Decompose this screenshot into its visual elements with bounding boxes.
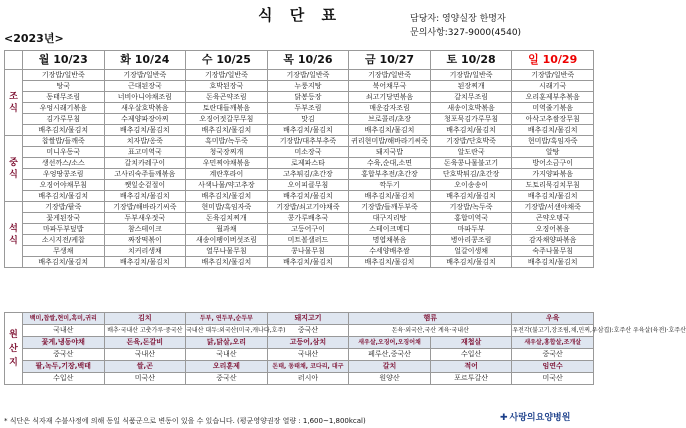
menu-cell: 단호박튀김/초간장 xyxy=(430,169,512,180)
menu-cell: 돼지국밥 xyxy=(349,147,431,158)
menu-cell: 생선까스/소스 xyxy=(23,158,105,169)
menu-cell: 쇠고기당면볶음 xyxy=(349,92,431,103)
menu-cell: 방어소금구이 xyxy=(512,158,594,169)
menu-cell: 맛김 xyxy=(267,114,349,125)
menu-cell: 된장찌개 xyxy=(430,81,512,92)
origin-item-label: 백미,찹쌀,현미,흑미,귀리 xyxy=(23,313,105,325)
menu-cell: 두부조림 xyxy=(267,103,349,114)
origin-item-value: 러시아 xyxy=(267,373,349,385)
menu-cell: 돈육김치찌개 xyxy=(186,213,268,224)
origin-item-label: 햄류 xyxy=(349,313,512,325)
menu-row xyxy=(5,147,594,158)
menu-cell: 배추김치/물김치 xyxy=(104,125,186,136)
menu-cell: 짜장떡볶이 xyxy=(104,235,186,246)
menu-cell: 돈육곤약조림 xyxy=(186,92,268,103)
menu-cell: 기장밥/일반죽 xyxy=(186,70,268,81)
origin-item-label: 돈태, 동태채, 코다리, 대구 xyxy=(267,361,349,373)
menu-cell: 곤약오뎅국 xyxy=(512,213,594,224)
menu-cell: 배추김치/물김치 xyxy=(430,191,512,202)
menu-row xyxy=(5,81,594,92)
origin-item-label: 임연수 xyxy=(512,361,594,373)
origin-item-value: 포르투갈산 xyxy=(430,373,512,385)
day-sun: 일 10/29 xyxy=(512,51,594,70)
menu-cell: 탕국 xyxy=(23,81,105,92)
menu-row xyxy=(5,257,594,268)
origin-item-label: 돼지고기 xyxy=(267,313,349,325)
origin-item-value: 수입산 xyxy=(23,373,105,385)
origin-item-value: 국내산 xyxy=(104,349,186,361)
menu-row xyxy=(5,92,594,103)
menu-cell: 기장밥/일반죽 xyxy=(430,70,512,81)
menu-cell: 오이송송이 xyxy=(430,180,512,191)
menu-cell: 닭봉등장 xyxy=(267,92,349,103)
origin-item-label: 우육 xyxy=(512,313,594,325)
menu-cell: 배추김치/물김치 xyxy=(186,257,268,268)
origin-item-value: 미국산 xyxy=(512,373,594,385)
menu-cell: 배추김치/물김치 xyxy=(349,191,431,202)
menu-cell: 오징어야채무침 xyxy=(23,180,105,191)
logo-mark-icon: ✚ xyxy=(500,413,508,423)
menu-cell: 기장밥/일반죽 xyxy=(23,70,105,81)
menu-cell: 아삭고추쌈장무침 xyxy=(512,114,594,125)
menu-cell: 배추김치/물김치 xyxy=(512,191,594,202)
menu-row xyxy=(5,224,594,235)
menu-cell: 로제파스타 xyxy=(267,158,349,169)
year-label: <2023년> xyxy=(4,32,64,45)
menu-cell: 수제양파장아찌 xyxy=(104,114,186,125)
menu-cell: 소시지전/케찹 xyxy=(23,235,105,246)
origin-item-value: 수입산 xyxy=(430,349,512,361)
menu-cell: 브로콜리/초장 xyxy=(349,114,431,125)
menu-cell: 돈육콩나물불고기 xyxy=(430,158,512,169)
menu-cell: 배추김치/물김치 xyxy=(512,125,594,136)
menu-cell: 북어채무국 xyxy=(349,81,431,92)
menu-row xyxy=(5,213,594,224)
menu-cell: 치커리생채 xyxy=(104,246,186,257)
origin-item-label: 돈육,돈갈비 xyxy=(104,337,186,349)
origin-value-row xyxy=(5,373,594,385)
hospital-logo xyxy=(500,410,572,423)
menu-cell: 오리훈제부추볶음 xyxy=(512,92,594,103)
menu-cell: 대구지리탕 xyxy=(349,213,431,224)
menu-cell: 기장밥/일반죽 xyxy=(349,70,431,81)
menu-body xyxy=(5,70,594,268)
menu-cell: 도토리묵김치무침 xyxy=(512,180,594,191)
menu-cell: 배추김치/물김치 xyxy=(23,125,105,136)
origin-item-value: 국내산 xyxy=(186,349,268,361)
origin-label-row xyxy=(5,337,594,349)
menu-row xyxy=(5,125,594,136)
menu-cell: 두부새우젓국 xyxy=(104,213,186,224)
menu-cell: 갈치무조림 xyxy=(430,92,512,103)
menu-cell: 고등어구이 xyxy=(267,224,349,235)
menu-cell: 알탕 xyxy=(512,147,594,158)
menu-cell: 배추김치/물김치 xyxy=(186,191,268,202)
menu-cell: 기장밥/단호박죽 xyxy=(430,136,512,147)
menu-cell: 표고미역국 xyxy=(104,147,186,158)
origin-item-label: 재첩살 xyxy=(430,337,512,349)
menu-cell: 기장밥/일반죽 xyxy=(104,70,186,81)
origin-item-value: 페루산,중국산 xyxy=(349,349,431,361)
menu-cell: 우민찌야채볶음 xyxy=(186,158,268,169)
origin-item-label: 쌀,곤 xyxy=(104,361,186,373)
menu-cell: 월과채 xyxy=(186,224,268,235)
origin-label-row xyxy=(5,361,594,373)
menu-cell: 기장밥/대추부추죽 xyxy=(267,136,349,147)
origin-item-label: 꽃게,냉동야채 xyxy=(23,337,105,349)
origin-item-value: 중국산 xyxy=(23,349,105,361)
menu-cell: 홍합부추전/초간장 xyxy=(349,169,431,180)
menu-cell: 찹쌀밥/들깨죽 xyxy=(23,136,105,147)
origin-item-label: 닭,닭살,오리 xyxy=(186,337,268,349)
meal-label-dinner: 석 식 xyxy=(5,202,23,268)
menu-cell: 사색나물/약고추장 xyxy=(186,180,268,191)
menu-cell: 배추김치/물김치 xyxy=(267,125,349,136)
origin-item-label: 새우살,오징어,오징어채 xyxy=(349,337,431,349)
menu-row xyxy=(5,191,594,202)
menu-cell: 귀리현미밥/해바라기씨죽 xyxy=(349,136,431,147)
menu-cell: 홍합미역국 xyxy=(430,213,512,224)
menu-cell: 현미밥/흑임자죽 xyxy=(186,202,268,213)
menu-cell: 토란대들깨볶음 xyxy=(186,103,268,114)
menu-cell: 새우살호박볶음 xyxy=(104,103,186,114)
origin-item-label: 오리훈제 xyxy=(186,361,268,373)
menu-cell: 배추김치/물김치 xyxy=(23,191,105,202)
origin-item-value: 배추·국내산 고춧가루·중국산 xyxy=(104,325,186,337)
menu-cell: 마파두부덮밥 xyxy=(23,224,105,235)
day-tue: 화 10/24 xyxy=(104,51,186,70)
day-mon: 월 10/23 xyxy=(23,51,105,70)
menu-cell: 근대된장국 xyxy=(104,81,186,92)
day-fri: 금 10/27 xyxy=(349,51,431,70)
origin-item-value: 미국산 xyxy=(104,373,186,385)
menu-cell: 스테이크메디 xyxy=(349,224,431,235)
origin-item-label: 팥,녹두,기장,백태 xyxy=(23,361,105,373)
menu-cell: 오징어볶음 xyxy=(512,224,594,235)
menu-cell: 우엉시래기볶음 xyxy=(23,103,105,114)
menu-row xyxy=(5,136,594,147)
menu-cell: 기장밥/일반죽 xyxy=(267,70,349,81)
origin-item-value: 우전각(불고기,장조림,채,민찌,우삼겹):호주산 우육살(육전)·호주산 xyxy=(512,325,594,337)
menu-row xyxy=(5,169,594,180)
menu-cell: 동태무조림 xyxy=(23,92,105,103)
origin-item-value: 중국산 xyxy=(512,349,594,361)
menu-cell: 오이피클무침 xyxy=(267,180,349,191)
menu-cell: 미트볼샐러드 xyxy=(267,235,349,246)
menu-cell: 기장밥/녹두죽 xyxy=(430,202,512,213)
menu-cell: 고추튀김/초간장 xyxy=(267,169,349,180)
menu-cell: 기장밥/쇠고기야채죽 xyxy=(267,202,349,213)
menu-cell: 열무나물무침 xyxy=(186,246,268,257)
menu-cell: 갈치카레구이 xyxy=(104,158,186,169)
menu-cell: 콩가루배추국 xyxy=(267,213,349,224)
menu-row xyxy=(5,180,594,191)
menu-cell: 콩나물무침 xyxy=(267,246,349,257)
corner-cell xyxy=(5,51,23,70)
origin-table xyxy=(4,312,686,385)
origin-item-label: 갈치 xyxy=(349,361,431,373)
menu-cell: 새송이호박볶음 xyxy=(430,103,512,114)
origin-item-label: 고등어,삼치 xyxy=(267,337,349,349)
menu-row xyxy=(5,246,594,257)
menu-cell: 배추김치/물김치 xyxy=(104,257,186,268)
origin-item-label: 김치 xyxy=(104,313,186,325)
menu-cell: 배추김치/물김치 xyxy=(430,125,512,136)
menu-cell: 현미밥/흑임자죽 xyxy=(512,136,594,147)
meal-label-lunch: 중 식 xyxy=(5,136,23,202)
menu-cell: 김가루무침 xyxy=(23,114,105,125)
menu-cell: 기장밥/들깨두부죽 xyxy=(349,202,431,213)
day-header-row xyxy=(5,51,594,70)
menu-cell: 미니우동국 xyxy=(23,147,105,158)
origin-label-row xyxy=(5,313,594,325)
menu-cell: 기장밥/일반죽 xyxy=(512,70,594,81)
menu-cell: 기장밥/서샌야채죽 xyxy=(512,202,594,213)
menu-cell: 배추김치/물김치 xyxy=(267,191,349,202)
menu-cell: 얼갈이생채 xyxy=(430,246,512,257)
contact-info xyxy=(410,12,521,40)
menu-row xyxy=(5,103,594,114)
menu-cell: 청포묵김가루무침 xyxy=(430,114,512,125)
menu-row xyxy=(5,235,594,246)
origin-body xyxy=(5,313,686,385)
logo-text: 사랑의요양병원 xyxy=(509,413,571,423)
menu-row xyxy=(5,202,594,213)
menu-cell: 오징어젓갈무무침 xyxy=(186,114,268,125)
menu-cell: 호박된장국 xyxy=(186,81,268,92)
origin-item-value: 돈육·외국산,국산 계육·국내산 xyxy=(349,325,512,337)
footnote: * 식단은 식자재 수불사정에 의해 동일 식품군으로 변동이 있을 수 있습니다. (평균영양권장 열량 : 1,600~1,800kcal) xyxy=(4,417,366,425)
menu-cell: 배추김치/물김치 xyxy=(512,257,594,268)
menu-cell: 숙주나물무침 xyxy=(512,246,594,257)
menu-cell: 알도란국 xyxy=(430,147,512,158)
origin-row-label: 원 산 지 xyxy=(5,313,23,385)
menu-cell: 배추김치/물김치 xyxy=(267,257,349,268)
menu-row xyxy=(5,114,594,125)
menu-cell: 명엽채볶음 xyxy=(349,235,431,246)
menu-cell: 기장밥/해바라기씨죽 xyxy=(104,202,186,213)
menu-cell: 수세양배추쌈 xyxy=(349,246,431,257)
day-wed: 수 10/25 xyxy=(186,51,268,70)
menu-cell: 감자채양파볶음 xyxy=(512,235,594,246)
menu-cell: 계란후라이 xyxy=(186,169,268,180)
origin-item-value: 원양산 xyxy=(349,373,431,385)
menu-cell: 쨋잎순겉절이 xyxy=(104,180,186,191)
origin-item-value: 중국산 xyxy=(186,373,268,385)
menu-cell: 누룽지탕 xyxy=(267,81,349,92)
menu-cell: 청국장찌개 xyxy=(186,147,268,158)
menu-row xyxy=(5,158,594,169)
menu-cell: 병아리콩조림 xyxy=(430,235,512,246)
menu-cell: 매운감자조림 xyxy=(349,103,431,114)
origin-item-value: 국내산 대두:외국산(미국,캐나다,호주) xyxy=(186,325,268,337)
menu-cell: 배추김치/물김치 xyxy=(23,257,105,268)
menu-table xyxy=(4,50,594,268)
meal-label-breakfast: 조 식 xyxy=(5,70,23,136)
menu-cell: 시래기국 xyxy=(512,81,594,92)
origin-item-label: 적어 xyxy=(430,361,512,373)
page-title: 식 단 표 xyxy=(258,6,342,24)
menu-cell: 무생채 xyxy=(23,246,105,257)
menu-cell: 너비아니야채조림 xyxy=(104,92,186,103)
origin-value-row xyxy=(5,349,594,361)
origin-item-value: 국내산 xyxy=(267,349,349,361)
menu-cell: 깍두기 xyxy=(349,180,431,191)
origin-item-label: 두부, 연두부,순두부 xyxy=(186,313,268,325)
menu-cell: 마파두부 xyxy=(430,224,512,235)
menu-cell: 배추김치/물김치 xyxy=(104,191,186,202)
menu-cell: 우엉땅콩조림 xyxy=(23,169,105,180)
day-sat: 토 10/28 xyxy=(430,51,512,70)
menu-cell: 수육,순대,소면 xyxy=(349,158,431,169)
menu-cell: 배추김치/물김치 xyxy=(186,125,268,136)
day-thu: 목 10/26 xyxy=(267,51,349,70)
menu-cell: 기장밥/팥죽 xyxy=(23,202,105,213)
manager-text: 담당자: 영양실장 한명자 xyxy=(410,14,506,24)
menu-cell: 배추김치/물김치 xyxy=(349,125,431,136)
menu-cell: 미소장국 xyxy=(267,147,349,158)
menu-row xyxy=(5,70,594,81)
menu-cell: 꽃게된장국 xyxy=(23,213,105,224)
menu-cell: 흑미밥/녹두죽 xyxy=(186,136,268,147)
menu-cell: 배추김치/물김치 xyxy=(349,257,431,268)
contact-text: 문의사항:327-9000(4540) xyxy=(410,28,522,38)
menu-cell: 참스테이크 xyxy=(104,224,186,235)
menu-cell: 배추김치/물김치 xyxy=(430,257,512,268)
menu-cell: 가지양파볶음 xyxy=(512,169,594,180)
menu-cell: 고사리숙주들깨볶음 xyxy=(104,169,186,180)
menu-cell: 치자밥/옹죽 xyxy=(104,136,186,147)
origin-item-label: 새우살,홍합살,조개살 xyxy=(512,337,594,349)
menu-cell: 새송이팽이버섯조림 xyxy=(186,235,268,246)
origin-value-row xyxy=(5,325,594,337)
origin-item-value: 국내산 xyxy=(23,325,105,337)
menu-cell: 미역줄기볶음 xyxy=(512,103,594,114)
origin-item-value: 중국산 xyxy=(267,325,349,337)
